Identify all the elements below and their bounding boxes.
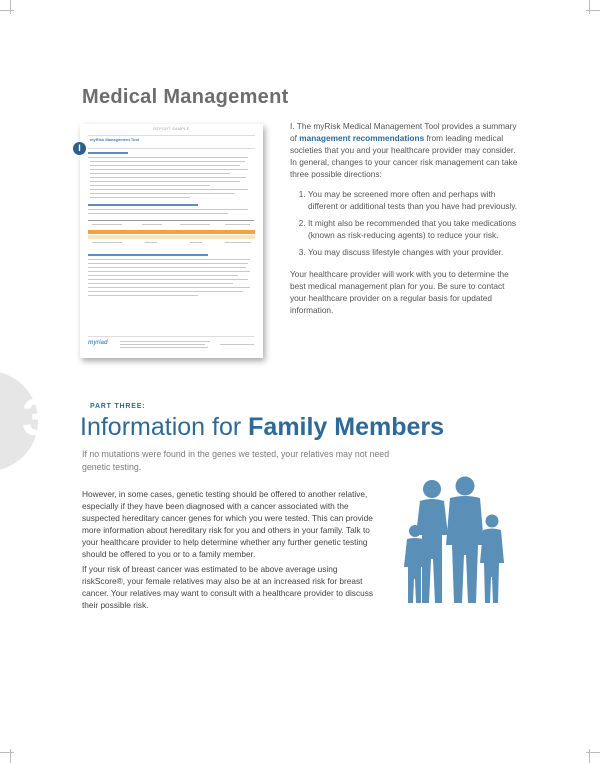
- section-intro: If no mutations were found in the genes we tested, your relatives may not need genetic testing.: [82, 449, 390, 472]
- report-text-line: [90, 197, 190, 198]
- report-text-line: [180, 224, 210, 225]
- report-text-line: [88, 267, 246, 268]
- report-text-line: [90, 169, 248, 170]
- page-title: Medical Management: [82, 86, 289, 108]
- crop-mark: [589, 0, 590, 14]
- body-paragraph: However, in some cases, genetic testing should be offered to another relative, especially if they have been diagnosed with a cancer associated with the suspected hereditary cancer genes for which you were tested. This can provide more information about hereditary risk for you and others in your family. Talk to your healthcare provider to help determine whether any further genetic testing should be offered to you or to a family member.: [82, 489, 373, 559]
- family-silhouette-icon: [402, 475, 512, 605]
- report-text-line: [88, 259, 250, 260]
- crop-mark: [589, 749, 590, 763]
- report-text-line: [225, 224, 250, 225]
- section-number: 3: [22, 389, 51, 447]
- report-text-line: [90, 161, 245, 162]
- intro-emphasis: management recommendations: [299, 133, 425, 143]
- report-text-line: [88, 263, 248, 264]
- report-text-line: [90, 189, 248, 190]
- directions-list: [290, 188, 522, 258]
- report-footer-line: [220, 344, 254, 345]
- report-footer-line: [120, 347, 208, 348]
- report-table-row: [88, 235, 255, 239]
- report-sample-label: REPORT SAMPLE: [153, 127, 190, 131]
- report-header: [88, 135, 255, 149]
- report-text-line: [145, 242, 157, 243]
- report-text-line: [88, 279, 248, 280]
- report-text-line: [142, 224, 162, 225]
- section-title-bold: Family Members: [248, 413, 445, 441]
- report-text-line: [90, 165, 240, 166]
- report-text-line: [88, 220, 254, 221]
- report-footer-line: [120, 344, 205, 345]
- report-heading-line: [88, 254, 208, 256]
- report-text-line: [92, 224, 122, 225]
- report-divider: [88, 336, 254, 337]
- report-heading-line: [88, 152, 128, 154]
- report-text-line: [88, 213, 228, 214]
- report-text-line: [88, 291, 243, 292]
- report-text-line: [190, 242, 202, 243]
- report-heading-line: [88, 204, 198, 206]
- section-title: [80, 413, 444, 442]
- list-item: 3. You may discuss lifestyle changes with your provider.: [308, 246, 522, 258]
- report-table-header: [88, 230, 255, 234]
- crop-mark: [10, 0, 11, 14]
- part-label: PART THREE:: [90, 403, 146, 410]
- report-text-line: [90, 185, 210, 186]
- report-text-line: [88, 271, 250, 272]
- section-title-light: Information for: [80, 413, 249, 441]
- report-logo: myriad: [88, 340, 108, 346]
- report-text-line: [92, 242, 122, 243]
- report-text-line: [90, 181, 240, 182]
- report-text-line: [88, 209, 248, 210]
- crop-mark: [0, 752, 14, 753]
- body-paragraph: If your risk of breast cancer was estimated to be above average using riskScore®, your female relatives may also be at an increased risk for breast cancer. Your relatives may want to consult with a healthcare provider to discuss their possible risk.: [82, 564, 374, 610]
- report-callout-marker: I: [73, 142, 86, 155]
- report-footer-line: [120, 341, 210, 342]
- report-text-line: [90, 177, 246, 178]
- report-text-line: [90, 173, 230, 174]
- report-text-line: [88, 295, 198, 296]
- report-text-line: [88, 157, 248, 158]
- intro-suffix: from leading medical societies that you and your healthcare provider may consider. In general, changes to your cancer risk management can take three possible directions:: [290, 133, 518, 179]
- crop-mark: [0, 10, 14, 11]
- report-text-line: [88, 275, 238, 276]
- report-text-line: [225, 242, 251, 243]
- medical-management-text: [290, 120, 522, 324]
- report-text-line: [88, 287, 250, 288]
- list-item: 1. You may be screened more often and perhaps with different or additional tests than you have had previously.: [308, 188, 522, 212]
- report-header-title: myRisk Management Tool: [90, 137, 140, 142]
- intro-paragraph: [290, 120, 522, 180]
- report-text-line: [88, 283, 233, 284]
- intro-prefix: I. The myRisk Medical Management Tool provides a summary of: [290, 121, 517, 143]
- report-sample-image: [80, 124, 263, 358]
- crop-mark: [10, 749, 11, 763]
- report-text-line: [90, 193, 235, 194]
- list-item: 2. It might also be recommended that you take medications (known as risk-reducing agents) to reduce your risk.: [308, 217, 522, 241]
- closing-paragraph: Your healthcare provider will work with you to determine the best medical management plan for you. Be sure to contact your healthcare provider on a regular basis for updated information.: [290, 269, 509, 315]
